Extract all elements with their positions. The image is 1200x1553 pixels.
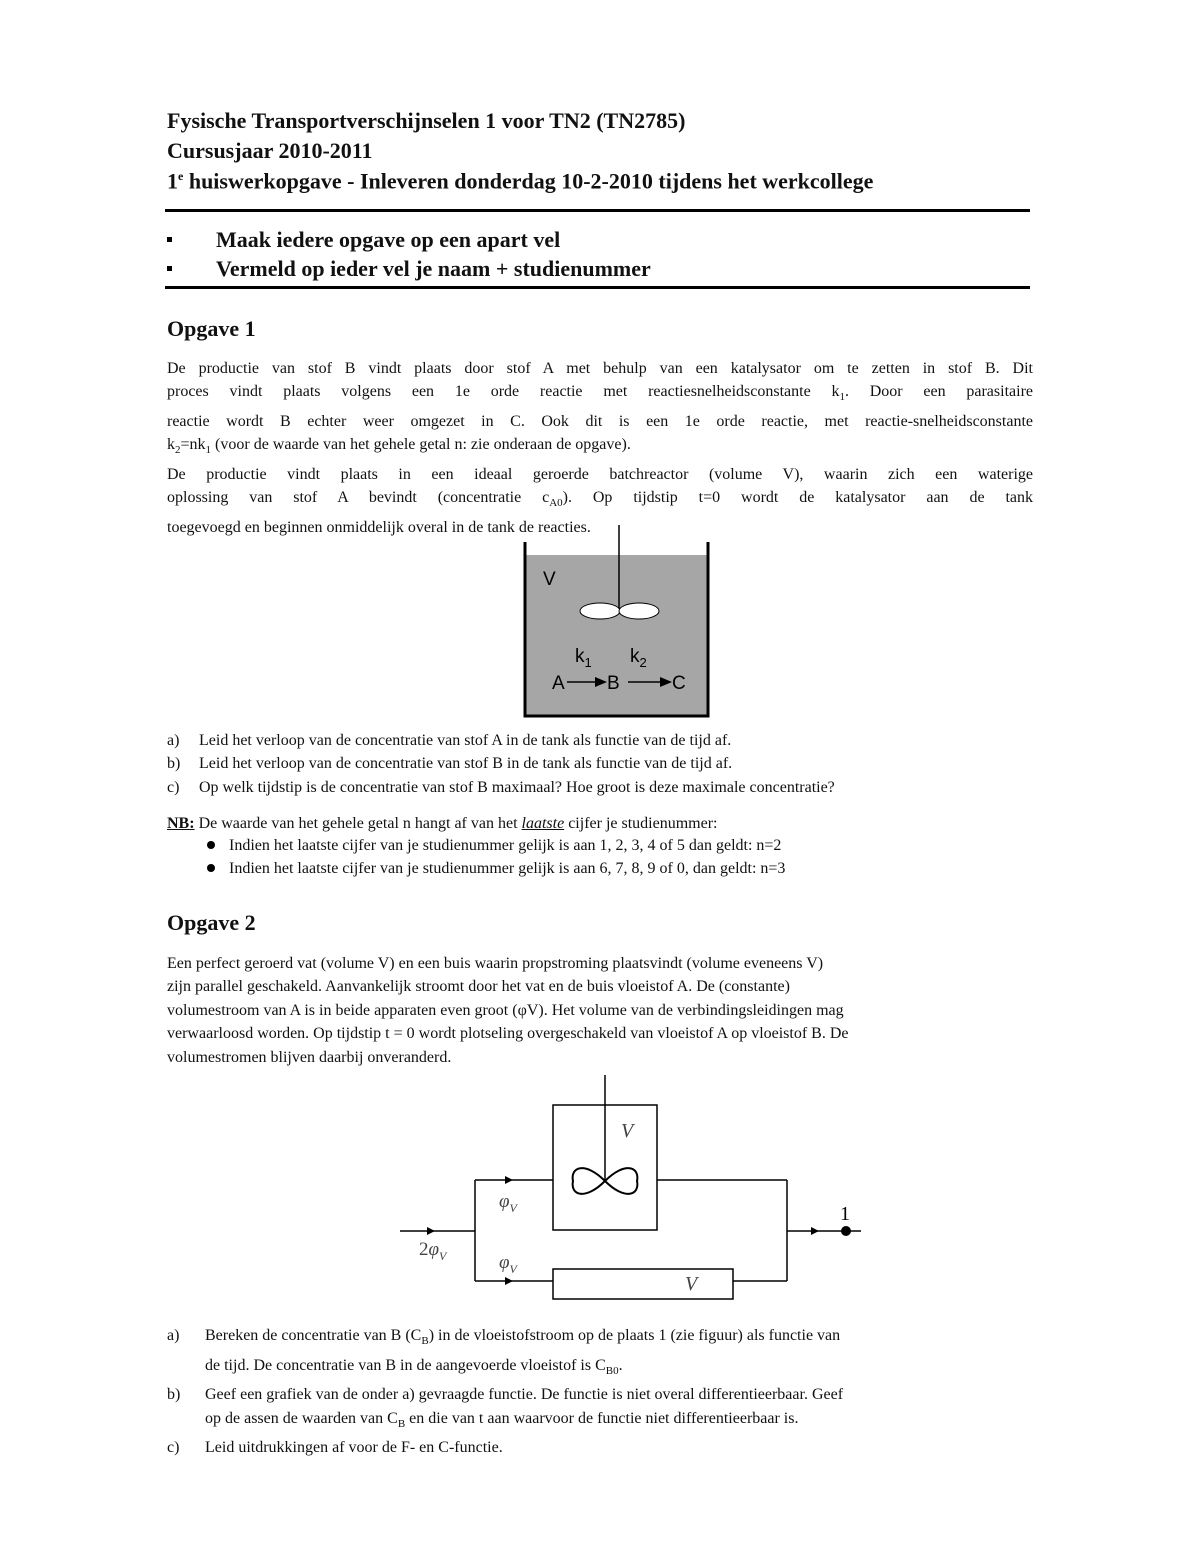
arrow-head: [505, 1277, 513, 1285]
instruction-item: [167, 227, 560, 253]
course-title: Fysische Transportverschijnselen 1 voor TN2 (TN2785): [167, 108, 686, 133]
rate-constant-k1: $k_1$: [575, 646, 592, 670]
text-line: Een perfect geroerd vat (volume V) en een buis waarin propstroming plaatsvindt (volume eveneens V): [167, 955, 824, 972]
stirrer-blade: [580, 603, 620, 619]
species-a: A: [552, 673, 565, 694]
text-line: verwaarloosd worden. Op tijdstip t = 0 wordt plotseling overgeschakeld van vloeistof A op vloeistof B. De: [167, 1025, 849, 1043]
instruction-text: Vermeld op ieder vel je naam + studienummer: [216, 256, 651, 281]
point-label: 1: [840, 1203, 850, 1225]
stirrer-blade: [619, 603, 659, 619]
text-line: volumestromen blijven daarbij onveranderd.: [167, 1048, 452, 1066]
text-line: $k_2=nk_1$ (voor de waarde van het gehele getal n: zie onderaan de opgave).: [167, 436, 631, 457]
nb-list: [207, 835, 785, 880]
question-item: a) Bereken de concentratie van B $(C_B)$ in de vloeistofstroom op de plaats 1 (zie figuur) als functie van de tijd. De concentratie van B in de aangevoerde vloeistof is $C_{B0}$.: [167, 1327, 841, 1377]
header-divider: [165, 209, 1030, 212]
opgave1-paragraph1: [167, 357, 1033, 539]
question-item: b) Leid het verloop van de concentratie van stof B in de tank als functie van de tijd af.: [167, 755, 733, 773]
question-item: c) Leid uitdrukkingen af voor de F- en C-functie.: [167, 1439, 503, 1457]
tank-volume-label: V: [621, 1120, 634, 1142]
text-line: reactie wordt B echter weer omgezet in C. Ook dit is een 1e orde reactie, met reactie-snelheidsconstante: [167, 413, 1033, 430]
question-item: a) Leid het verloop van de concentratie van stof A in de tank als functie van de tijd af.: [167, 732, 732, 749]
instructions-divider: [165, 286, 1030, 289]
species-b: B: [607, 673, 620, 694]
flow-label-tube: $\varphi_V$: [499, 1252, 517, 1276]
assignment-number: 1: [167, 168, 178, 194]
text-line: De productie van stof B vindt plaats door stof A met behulp van een katalysator om te zetten in stof B. Dit: [167, 360, 1033, 377]
nb-note: NB: De waarde van het gehele getal n hangt af van het laatste cijfer je studienummer:: [167, 815, 718, 832]
bullet-icon: [167, 237, 172, 242]
nb-emphasis: laatste: [521, 815, 565, 832]
bullet-icon: [207, 864, 215, 872]
opgave1-questions: [167, 729, 1037, 799]
bullet-icon: [167, 266, 172, 271]
flow-label-inlet: $2\varphi_V$: [419, 1239, 447, 1263]
arrow-head: [811, 1227, 819, 1235]
assignment-title: [167, 170, 873, 192]
assignment-number-suffix: e: [178, 169, 184, 183]
text-line: toegevoegd en beginnen onmiddelijk overal in de tank de reacties.: [167, 519, 591, 536]
plug-flow-tube: [553, 1269, 733, 1299]
species-c: C: [672, 673, 686, 694]
opgave2-paragraph: [167, 952, 1033, 1069]
text-line: zijn parallel geschakeld. Aanvankelijk stroomt door het vat en de buis vloeistof A. De (constante): [167, 978, 790, 996]
bullet-icon: [207, 841, 215, 849]
list-item: Indien het laatste cijfer van je studienummer gelijk is aan 6, 7, 8, 9 of 0, dan geldt: n=3: [207, 858, 785, 881]
instruction-text: Maak iedere opgave op een apart vel: [216, 227, 561, 252]
text-line: oplossing van stof A bevindt (concentratie $c_{A0}$). Op tijdstip t=0 wordt de katalysator aan de tank: [167, 489, 1034, 510]
tube-volume-label: V: [685, 1273, 698, 1295]
measurement-point: [841, 1226, 851, 1236]
question-item: b) Geef een grafiek van de onder a) gevraagde functie. De functie is niet overal differentieerbaar. Geef op de assen de waarden van $C_B$ en die van t aan waarvoor de functie niet differentieerbaar is.: [167, 1386, 844, 1430]
text-line: volumestroom van A is in beide apparaten even groot (φV). Het volume van de verbindingsleidingen mag: [167, 1001, 844, 1019]
nb-label: NB:: [167, 815, 195, 832]
opgave2-questions: [167, 1324, 1037, 1460]
list-item: Indien het laatste cijfer van je studienummer gelijk is aan 1, 2, 3, 4 of 5 dan geldt: n=2: [207, 835, 785, 858]
flow-label-tank: $\varphi_V$: [499, 1191, 517, 1215]
course-year: Cursusjaar 2010-2011: [167, 138, 373, 163]
arrow-head: [427, 1227, 435, 1235]
batch-reactor-figure: [515, 525, 720, 725]
instruction-item: [167, 256, 651, 282]
opgave1-title: Opgave 1: [167, 316, 256, 341]
opgave2-title: Opgave 2: [167, 910, 256, 935]
assignment-deadline: huiswerkopgave - Inleveren donderdag 10-2-2010 tijdens het werkcollege: [183, 168, 874, 194]
rate-constant-k2: $k_2$: [630, 646, 647, 670]
text-line: De productie vindt plaats in een ideaal geroerde batchreactor (volume V), waarin zich een waterige: [167, 466, 1033, 483]
question-item: c) Op welk tijdstip is de concentratie van stof B maximaal? Hoe groot is deze maximale concentratie?: [167, 778, 835, 796]
volume-label: V: [543, 569, 556, 590]
parallel-reactor-figure: [395, 1075, 870, 1305]
arrow-head: [505, 1176, 513, 1184]
text-line: proces vindt plaats volgens een 1e orde reactie met reactiesnelheidsconstante $k_1$. Door een parasitaire: [167, 383, 1033, 404]
